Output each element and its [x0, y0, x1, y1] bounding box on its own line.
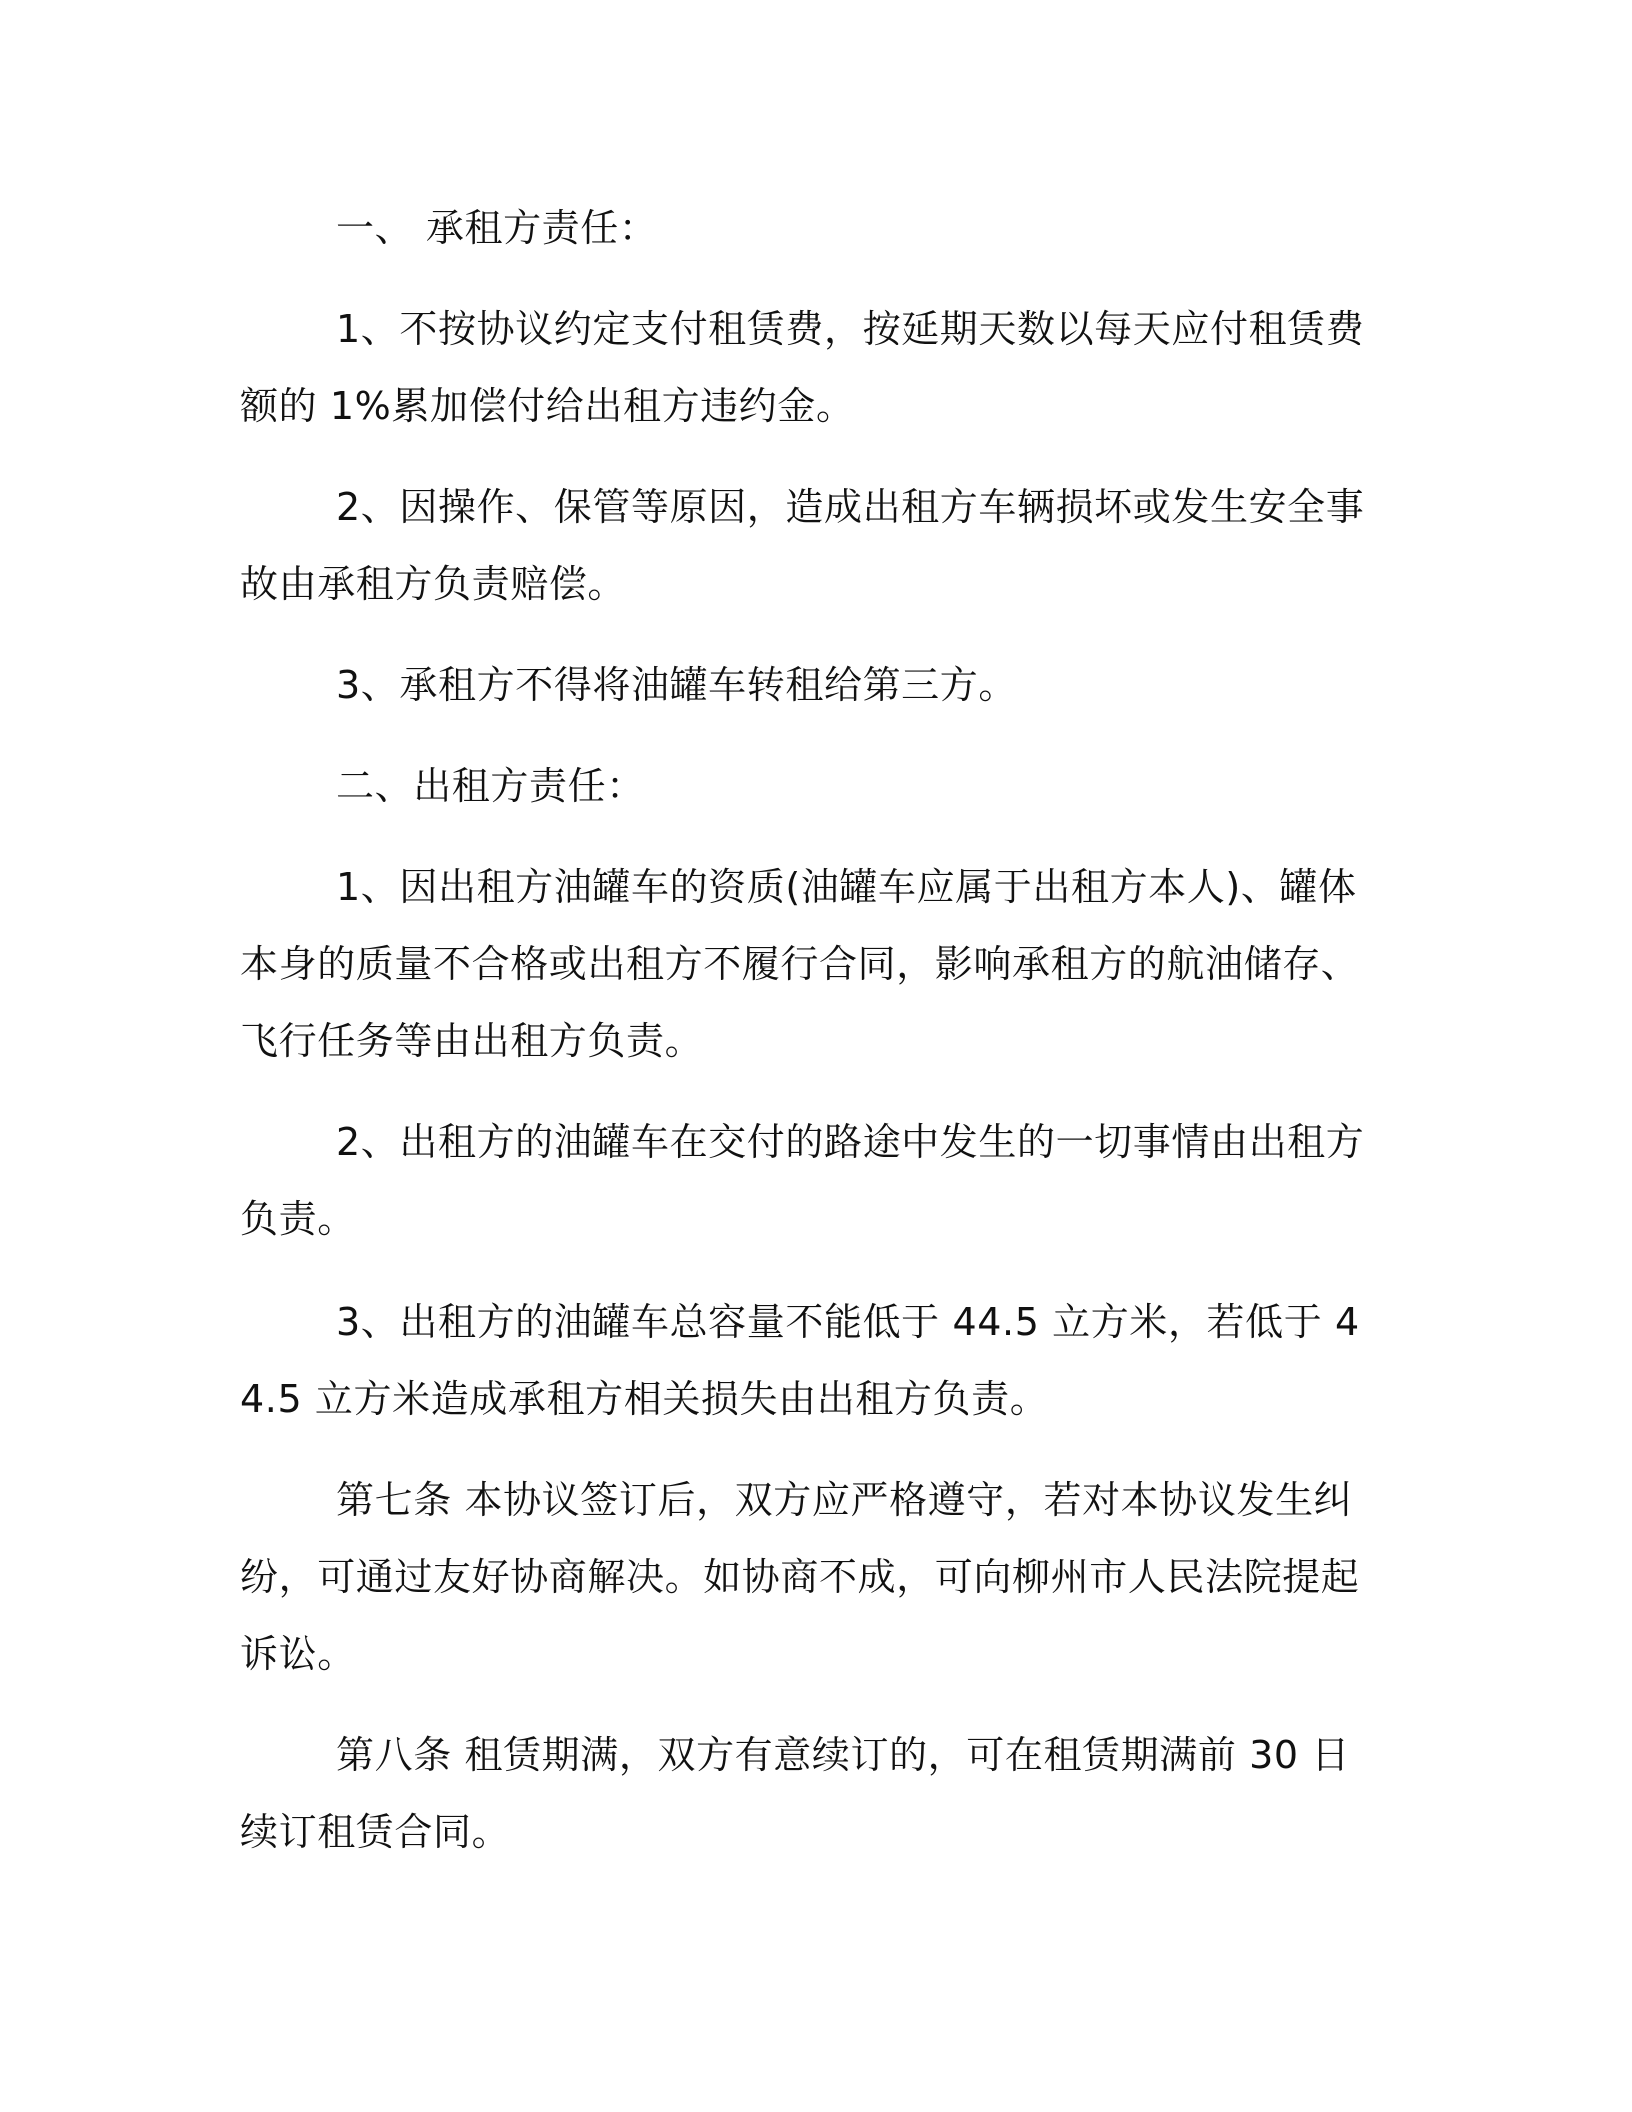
lessee-clause-3: 3、承租方不得将油罐车转租给第三方。	[336, 663, 1017, 707]
section-heading-lessor-duties: 二、出租方责任：	[336, 764, 645, 808]
article-eight: 第八条 租赁期满，双方有意续订的，可在租赁期满前 30 日续订租赁合同。	[240, 1733, 1350, 1854]
lessee-clause-1: 1、不按协议约定支付租赁费，按延期天数以每天应付租赁费额的 1%累加偿付给出租方违约金。	[240, 307, 1365, 428]
lessor-clause-3: 3、出租方的油罐车总容量不能低于 44.5 立方米，若低于 44.5 立方米造成承租方相关损失由出租方负责。	[240, 1300, 1360, 1421]
section-heading-lessee-duties: 一、 承租方责任：	[336, 206, 658, 250]
document-body	[240, 190, 1380, 1871]
lessee-clause-2: 2、因操作、保管等原因，造成出租方车辆损坏或发生安全事故由承租方负责赔偿。	[240, 485, 1365, 606]
lessor-clause-2: 2、出租方的油罐车在交付的路途中发生的一切事情由出租方负责。	[240, 1120, 1365, 1241]
lessor-clause-1: 1、因出租方油罐车的资质(油罐车应属于出租方本人)、罐体本身的质量不合格或出租方不履行合同，影响承租方的航油储存、飞行任务等由出租方负责。	[240, 865, 1360, 1063]
article-seven: 第七条 本协议签订后，双方应严格遵守，若对本协议发生纠纷，可通过友好协商解决。如协商不成，可向柳州市人民法院提起诉讼。	[240, 1478, 1360, 1676]
